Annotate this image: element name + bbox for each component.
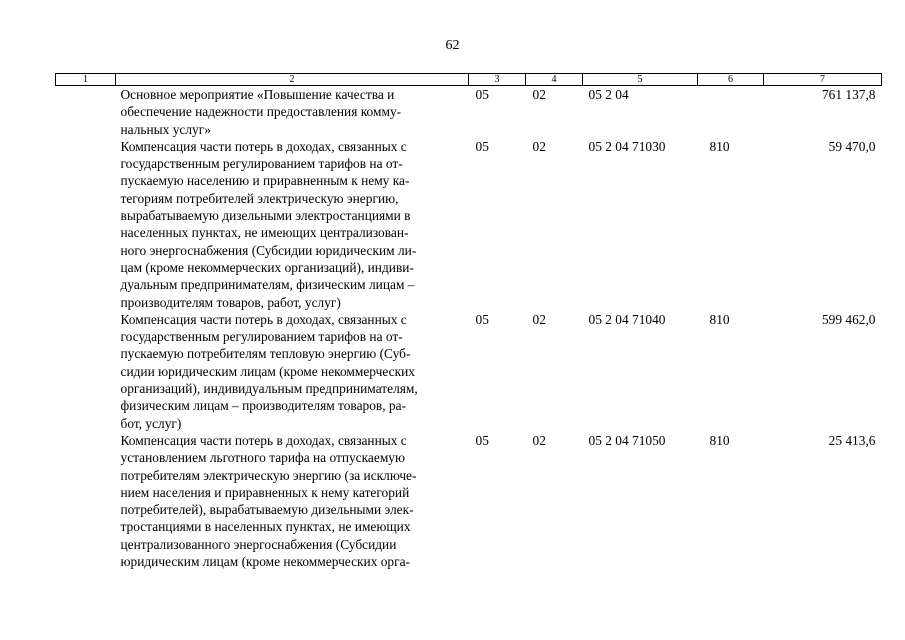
column-header-3: 3 — [469, 74, 526, 86]
table-body — [56, 86, 882, 571]
expenditure-name-line: тростанциями в населенных пунктах, не имеющих — [120, 519, 411, 535]
section-code-cell: 05 — [475, 432, 489, 448]
expenditure-name-line: организаций), индивидуальным предпринимателям, — [120, 381, 418, 397]
subsection-code-cell: 02 — [532, 311, 546, 327]
expenditure-name-line: пускаемую потребителям тепловую энергию (Суб- — [120, 346, 411, 362]
target-article-cell: 05 2 04 71030 — [588, 138, 666, 154]
expenditure-name-line: потребителей), вырабатываемую дизельными элек- — [120, 502, 414, 518]
expenditure-name-line: ного энергоснабжения (Субсидии юридическим ли- — [120, 242, 417, 258]
table-row — [56, 432, 882, 570]
column-header-6: 6 — [698, 74, 764, 86]
expenditure-name-line: сидии юридическим лицам (кроме некоммерческих — [120, 363, 415, 379]
section-code-cell: 05 — [475, 87, 489, 102]
expenditure-name-line: нальных услуг» — [120, 121, 211, 137]
row-number-cell — [56, 432, 116, 570]
expenditure-name-line: нием населения и приравненных к нему категорий — [120, 484, 410, 500]
expenditure-name-line: Компенсация части потерь в доходах, связанных с — [120, 311, 407, 327]
expenditure-name-line: обеспечение надежности предоставления комму- — [120, 104, 402, 120]
expense-type-cell: 810 — [709, 311, 730, 327]
column-header-2: 2 — [116, 74, 469, 86]
target-article-cell: 05 2 04 — [588, 87, 629, 102]
expenditure-name-line: Основное мероприятие «Повышение качества и — [120, 87, 395, 102]
expenditure-name-line: пускаемую населению и приравненным к нему ка- — [120, 173, 410, 189]
expenditure-name-line: централизованного энергоснабжения (Субсидии — [120, 536, 397, 552]
subsection-code-cell: 02 — [532, 87, 546, 102]
section-code-cell: 05 — [475, 138, 489, 154]
expenditure-name-line: Компенсация части потерь в доходах, связанных с — [120, 138, 407, 154]
row-number-cell — [56, 311, 116, 432]
column-header-5: 5 — [583, 74, 698, 86]
expenditure-name-line: вырабатываемую дизельными электростанциями в — [120, 208, 411, 224]
expenditure-name-line: государственным регулированием тарифов на от- — [120, 329, 403, 345]
table-row — [56, 311, 882, 432]
amount-cell: 25 413,6 — [828, 432, 876, 448]
expenditure-name-line: дуальным предпринимателям, физическим лицам – — [120, 277, 415, 293]
subsection-code-cell: 02 — [532, 432, 546, 448]
expenditure-name-line: производителям товаров, работ, услуг) — [120, 294, 341, 310]
expense-type-cell: 810 — [709, 432, 730, 448]
column-header-7: 7 — [764, 74, 882, 86]
expenditure-name-line: установлением льготного тарифа на отпускаемую — [120, 450, 405, 466]
expenditure-name-line: населенных пунктах, не имеющих централизован- — [120, 225, 409, 241]
column-header-4: 4 — [526, 74, 583, 86]
expenditure-name-line: тегориям потребителей электрическую энергию, — [120, 190, 399, 206]
expenditure-name-line: Компенсация части потерь в доходах, связанных с — [120, 432, 407, 448]
column-number-header — [56, 74, 882, 86]
column-header-1: 1 — [56, 74, 116, 86]
expenditure-name-cell — [116, 432, 469, 570]
row-number-cell — [56, 86, 116, 138]
expenditure-name-cell — [116, 311, 469, 432]
expenditure-name-line: физическим лицам – производителям товаров, ра- — [120, 398, 407, 414]
subsection-code-cell: 02 — [532, 138, 546, 154]
expenditure-name-line: бот, услуг) — [120, 415, 182, 431]
target-article-cell: 05 2 04 71040 — [588, 311, 666, 327]
expense-type-cell: 810 — [709, 138, 730, 154]
target-article-cell: 05 2 04 71050 — [588, 432, 666, 448]
expenditure-name-line: юридическим лицам (кроме некоммерческих орга- — [120, 554, 411, 570]
section-code-cell: 05 — [475, 311, 489, 327]
amount-cell: 761 137,8 — [821, 87, 876, 102]
budget-table — [55, 73, 882, 570]
table-row — [56, 138, 882, 311]
row-number-cell — [56, 138, 116, 311]
amount-cell: 59 470,0 — [828, 138, 876, 154]
expenditure-name-cell — [116, 138, 469, 311]
amount-cell: 599 462,0 — [821, 311, 876, 327]
expenditure-name-cell — [116, 86, 469, 138]
table-row — [56, 86, 882, 138]
page-number: 62 — [445, 38, 460, 53]
expenditure-name-line: потребителям электрическую энергию (за исключе- — [120, 467, 417, 483]
expenditure-name-line: цам (кроме некоммерческих организаций), индиви- — [120, 259, 414, 275]
expenditure-name-line: государственным регулированием тарифов на от- — [120, 156, 403, 172]
expense-type-cell — [698, 86, 764, 138]
